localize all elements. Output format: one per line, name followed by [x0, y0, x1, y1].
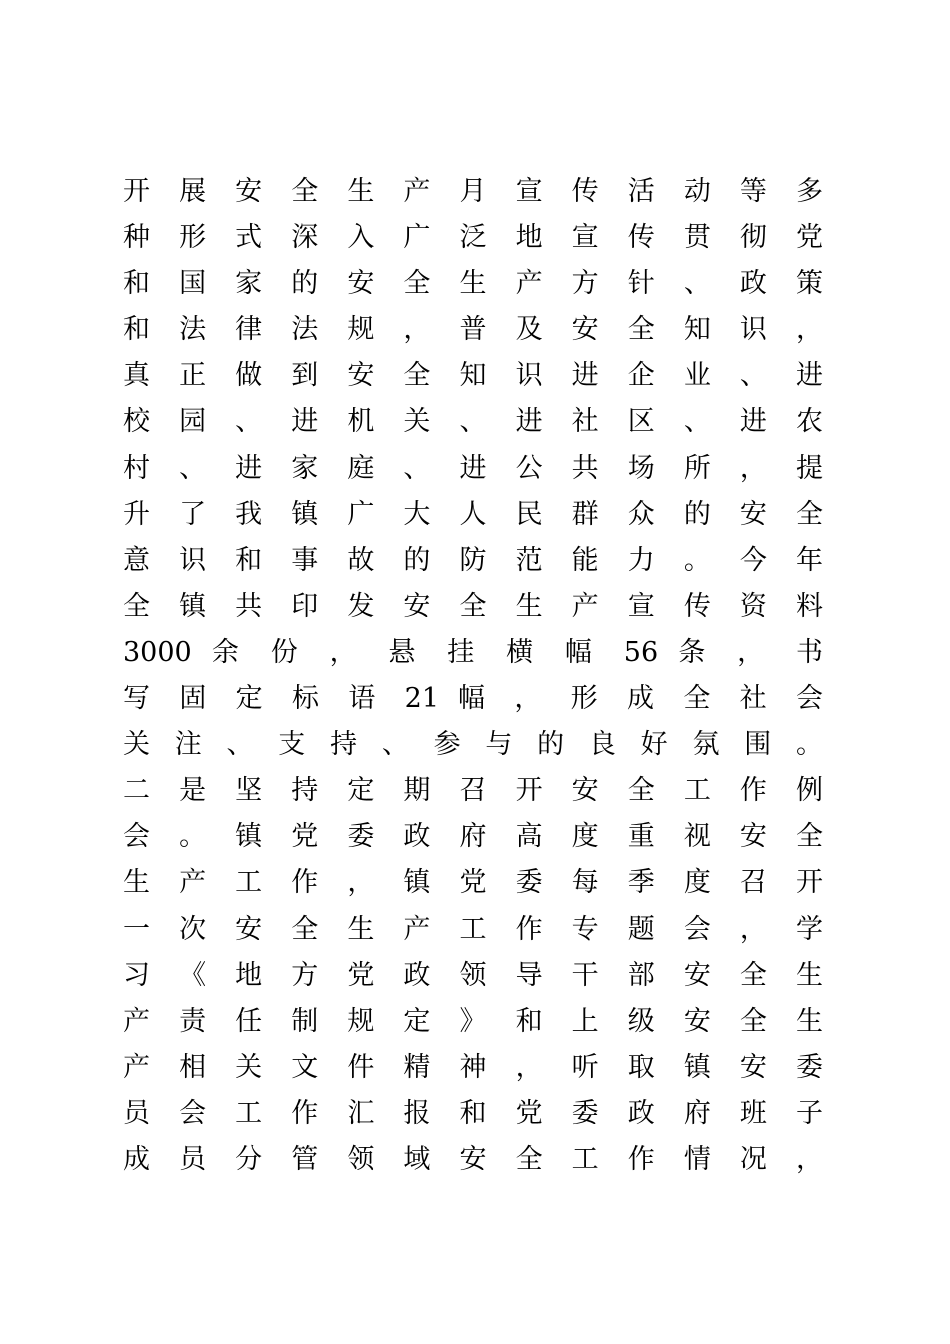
text-line-9: 意 识 和 事 故 的 防 范 能 力 。 今 年	[123, 544, 823, 576]
text-line-14: 二 是 坚 持 定 期 召 开 安 全 工 作 例	[123, 775, 823, 807]
text-line-19: 产 责 任 制 规 定 》 和 上 级 安 全 生	[123, 1005, 823, 1037]
text-line-21: 员 会 工 作 汇 报 和 党 委 政 府 班 子	[123, 1097, 823, 1129]
text-line-6: 校 园 、 进 机 关 、 进 社 区 、 进 农	[123, 406, 823, 438]
text-line-4: 和 法 律 法 规 ， 普 及 安 全 知 识 ，	[123, 314, 823, 346]
text-line-20: 产 相 关 文 件 精 神 ， 听 取 镇 安 委	[123, 1051, 823, 1083]
text-line-15: 会 。 镇 党 委 政 府 高 度 重 视 安 全	[123, 821, 823, 853]
text-line-5: 真 正 做 到 安 全 知 识 进 企 业 、 进	[123, 360, 823, 392]
text-line-18: 习 《 地 方 党 政 领 导 干 部 安 全 生	[123, 959, 823, 991]
text-line-11: 3000 余 份 ， 悬 挂 横 幅 56 条 ， 书	[123, 636, 823, 668]
text-line-10: 全 镇 共 印 发 安 全 生 产 宣 传 资 料	[123, 590, 823, 622]
text-line-7: 村 、 进 家 庭 、 进 公 共 场 所 ， 提	[123, 452, 823, 484]
text-line-22: 成 员 分 管 领 域 安 全 工 作 情 况 ，	[123, 1143, 823, 1175]
text-line-13: 关 注 、 支 持 、 参 与 的 良 好 氛 围 。	[123, 729, 823, 761]
text-line-3: 和 国 家 的 安 全 生 产 方 针 、 政 策	[123, 268, 823, 300]
text-line-12: 写 固 定 标 语 21 幅 ， 形 成 全 社 会	[123, 683, 823, 715]
text-line-16: 生 产 工 作 ， 镇 党 委 每 季 度 召 开	[123, 867, 823, 899]
text-line-17: 一 次 安 全 生 产 工 作 专 题 会 ， 学	[123, 913, 823, 945]
text-line-2: 种 形 式 深 入 广 泛 地 宣 传 贯 彻 党	[123, 222, 823, 254]
text-line-8: 升 了 我 镇 广 大 人 民 群 众 的 安 全	[123, 498, 823, 530]
text-line-1: 开 展 安 全 生 产 月 宣 传 活 动 等 多	[123, 176, 823, 207]
body-text	[123, 169, 823, 1183]
